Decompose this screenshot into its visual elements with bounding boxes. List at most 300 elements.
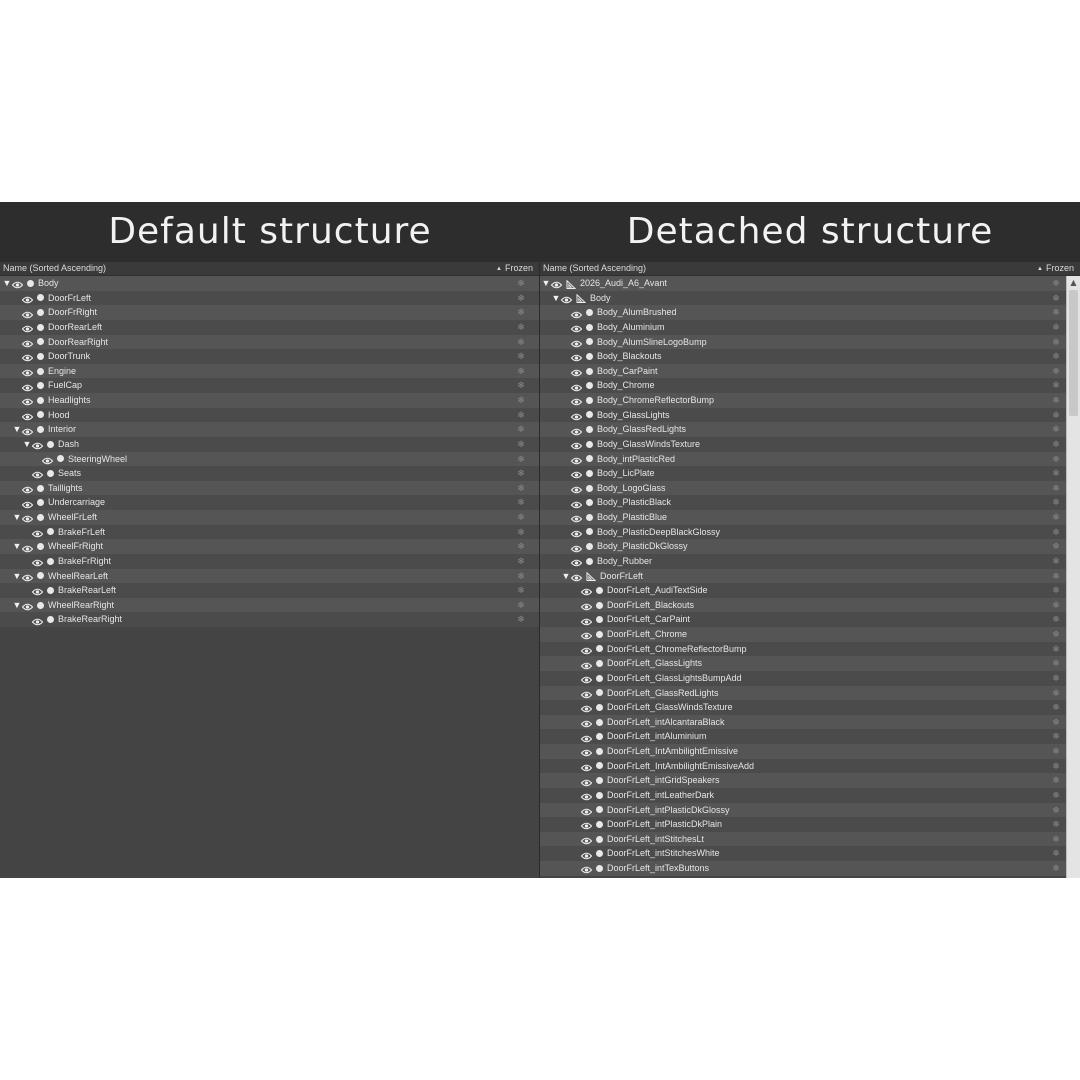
tree-row[interactable] [540, 393, 1080, 408]
tree-item-label: DoorFrLeft_intStitchesLt [607, 833, 705, 844]
dot-icon[interactable] [586, 426, 593, 433]
tree-item-label: Seats [58, 468, 82, 479]
eye-icon[interactable] [32, 616, 43, 624]
eye-icon[interactable] [571, 499, 582, 507]
dot-icon[interactable] [586, 309, 593, 316]
tree-item-label: DoorFrLeft_GlassWindsTexture [607, 702, 733, 713]
snowflake-icon[interactable]: ❄ [1052, 453, 1060, 464]
dot-icon[interactable] [586, 324, 593, 331]
tree-row[interactable] [0, 305, 539, 320]
dot-icon[interactable] [596, 806, 603, 813]
dot-icon[interactable] [586, 514, 593, 521]
eye-icon[interactable] [581, 777, 592, 785]
tree-item-label: DoorFrLeft [600, 570, 644, 581]
snowflake-icon[interactable]: ❄ [517, 292, 525, 303]
tree-item-label: Body_CarPaint [597, 365, 658, 376]
snowflake-icon[interactable]: ❄ [1052, 702, 1060, 713]
eye-icon[interactable] [571, 352, 582, 360]
tree-row[interactable] [540, 773, 1080, 788]
tree-item-label: Taillights [48, 482, 83, 493]
eye-icon[interactable] [12, 279, 23, 287]
tree-row[interactable] [540, 788, 1080, 803]
eye-icon[interactable] [571, 396, 582, 404]
snowflake-icon[interactable]: ❄ [517, 395, 525, 405]
eye-icon[interactable] [571, 323, 582, 331]
expand-triangle-icon[interactable]: ▼ [12, 541, 22, 552]
detached-structure-heading: Detached structure [626, 211, 994, 252]
eye-icon[interactable] [571, 557, 582, 565]
dot-icon[interactable] [596, 616, 603, 623]
tree-row[interactable] [0, 598, 539, 613]
tree-item-label: Body_GlassWindsTexture [597, 438, 701, 449]
snowflake-icon[interactable]: ❄ [517, 555, 525, 566]
tree-row[interactable] [540, 466, 1080, 481]
dot-icon[interactable] [596, 865, 603, 872]
snowflake-icon[interactable]: ❄ [517, 351, 525, 362]
eye-icon[interactable] [22, 294, 33, 302]
eye-icon[interactable] [581, 850, 592, 858]
snowflake-icon[interactable]: ❄ [1052, 658, 1060, 669]
eye-icon[interactable] [581, 586, 592, 594]
eye-icon[interactable] [22, 543, 33, 551]
dot-icon[interactable] [596, 733, 603, 740]
tree-row[interactable] [0, 583, 539, 598]
tree-row[interactable] [540, 510, 1080, 525]
snowflake-icon[interactable]: ❄ [1052, 819, 1060, 830]
dot-icon[interactable] [57, 455, 64, 462]
tree-item-label: Body_Chrome [597, 380, 655, 391]
snowflake-icon[interactable]: ❄ [1052, 365, 1060, 376]
eye-icon[interactable] [581, 806, 592, 814]
eye-icon[interactable] [581, 864, 592, 872]
tree-item-label: BrakeFrLeft [58, 526, 106, 537]
snowflake-icon[interactable]: ❄ [1052, 438, 1060, 449]
tree-row[interactable] [540, 378, 1080, 393]
tree-item-label: Body_PlasticDeepBlackGlossy [597, 526, 721, 537]
tree-row[interactable] [540, 759, 1080, 774]
tree-item-label: Body_Aluminium [597, 321, 665, 332]
tree-row[interactable] [540, 539, 1080, 554]
snowflake-icon[interactable]: ❄ [517, 336, 525, 347]
eye-icon[interactable] [581, 630, 592, 638]
snowflake-icon[interactable]: ❄ [517, 614, 525, 625]
eye-icon[interactable] [22, 411, 33, 419]
dot-icon[interactable] [37, 368, 44, 375]
dot-icon[interactable] [37, 514, 44, 521]
dot-icon[interactable] [47, 558, 54, 565]
column-header[interactable] [540, 262, 1080, 276]
eye-icon[interactable] [571, 484, 582, 492]
tree-row[interactable] [540, 569, 1080, 584]
snowflake-icon[interactable]: ❄ [517, 424, 525, 435]
snowflake-icon[interactable]: ❄ [517, 570, 525, 581]
tree-row[interactable] [540, 861, 1080, 876]
snowflake-icon[interactable]: ❄ [1052, 512, 1060, 522]
tree-row[interactable] [0, 569, 539, 584]
dot-icon[interactable] [586, 382, 593, 389]
snowflake-icon[interactable]: ❄ [1052, 687, 1060, 698]
eye-icon[interactable] [32, 469, 43, 477]
snowflake-icon[interactable]: ❄ [517, 380, 525, 391]
tree-row[interactable] [0, 378, 539, 393]
snowflake-icon[interactable]: ❄ [517, 497, 525, 508]
tree-row[interactable] [540, 656, 1080, 671]
snowflake-icon[interactable]: ❄ [517, 307, 525, 318]
eye-icon[interactable] [581, 703, 592, 711]
expand-triangle-icon[interactable]: ▼ [541, 278, 551, 288]
eye-icon[interactable] [22, 513, 33, 521]
eye-icon[interactable] [561, 294, 572, 302]
tree-row[interactable] [0, 393, 539, 408]
scroll-up-arrow-icon[interactable]: ▲ [1070, 278, 1077, 287]
snowflake-icon[interactable]: ❄ [1052, 848, 1060, 859]
tree-row[interactable] [0, 510, 539, 525]
snowflake-icon[interactable]: ❄ [1052, 482, 1060, 493]
tree-row[interactable] [540, 452, 1080, 467]
dot-icon[interactable] [586, 485, 593, 492]
snowflake-icon[interactable]: ❄ [1052, 643, 1060, 654]
eye-icon[interactable] [581, 660, 592, 668]
snowflake-icon[interactable]: ❄ [517, 512, 525, 522]
dot-icon[interactable] [596, 748, 603, 755]
snowflake-icon[interactable]: ❄ [517, 482, 525, 493]
eye-icon[interactable] [571, 338, 582, 346]
eye-icon[interactable] [581, 689, 592, 697]
eye-icon[interactable] [571, 426, 582, 434]
eye-icon[interactable] [581, 835, 592, 843]
eye-icon[interactable] [571, 469, 582, 477]
dot-icon[interactable] [586, 411, 593, 418]
dot-icon[interactable] [596, 689, 603, 696]
eye-icon[interactable] [571, 528, 582, 536]
dot-icon[interactable] [596, 777, 603, 784]
tree-item-label: BrakeRearRight [58, 614, 123, 625]
tree-row[interactable] [0, 452, 539, 467]
snowflake-icon[interactable]: ❄ [517, 438, 525, 449]
snowflake-icon[interactable]: ❄ [1052, 380, 1060, 391]
tree-row[interactable] [540, 305, 1080, 320]
snowflake-icon[interactable]: ❄ [517, 585, 525, 596]
tree-item-label: Body_PlasticBlack [597, 497, 672, 508]
eye-icon[interactable] [42, 455, 53, 463]
snowflake-icon[interactable]: ❄ [1052, 468, 1060, 479]
eye-icon[interactable] [571, 513, 582, 521]
dot-icon[interactable] [586, 338, 593, 345]
eye-icon[interactable] [581, 718, 592, 726]
eye-icon[interactable] [581, 674, 592, 682]
tree-row[interactable] [0, 495, 539, 510]
tree-row[interactable] [540, 686, 1080, 701]
dot-icon[interactable] [47, 441, 54, 448]
tree-row[interactable] [540, 744, 1080, 759]
dot-icon[interactable] [586, 368, 593, 375]
tree-row[interactable] [540, 729, 1080, 744]
tree-item-label: DoorRearLeft [48, 321, 103, 332]
tree-item-label: Engine [48, 365, 77, 376]
dot-icon[interactable] [37, 485, 44, 492]
eye-icon[interactable] [22, 396, 33, 404]
snowflake-icon[interactable]: ❄ [1052, 746, 1060, 756]
dot-icon[interactable] [596, 762, 603, 769]
snowflake-icon[interactable]: ❄ [1052, 526, 1060, 537]
snowflake-icon[interactable]: ❄ [1052, 541, 1060, 552]
dot-icon[interactable] [37, 397, 44, 404]
dot-icon[interactable] [596, 587, 603, 594]
tree-row[interactable] [540, 408, 1080, 423]
eye-icon[interactable] [551, 279, 562, 287]
snowflake-icon[interactable]: ❄ [1052, 716, 1060, 727]
dot-icon[interactable] [586, 353, 593, 360]
snowflake-icon[interactable]: ❄ [517, 453, 525, 464]
eye-icon[interactable] [571, 367, 582, 375]
tree-row[interactable] [0, 525, 539, 540]
tree-item-label: FuelCap [48, 380, 83, 391]
dot-icon[interactable] [47, 470, 54, 477]
snowflake-icon[interactable]: ❄ [1052, 336, 1060, 347]
eye-icon[interactable] [581, 616, 592, 624]
dot-icon[interactable] [596, 821, 603, 828]
snowflake-icon[interactable]: ❄ [1052, 629, 1060, 639]
eye-icon[interactable] [22, 367, 33, 375]
tree-row[interactable] [0, 481, 539, 496]
eye-icon[interactable] [571, 411, 582, 419]
eye-icon[interactable] [32, 528, 43, 536]
tree-row[interactable] [0, 291, 539, 306]
eye-icon[interactable] [22, 601, 33, 609]
tree-row[interactable] [0, 466, 539, 481]
snowflake-icon[interactable]: ❄ [517, 409, 525, 420]
scrollbar-thumb[interactable] [1069, 290, 1078, 416]
eye-icon[interactable] [32, 557, 43, 565]
column-header[interactable] [0, 262, 539, 276]
dot-icon[interactable] [586, 543, 593, 550]
dot-icon[interactable] [37, 572, 44, 579]
dot-icon[interactable] [596, 836, 603, 843]
triangle-ruler-icon [576, 293, 586, 302]
tree-row[interactable] [540, 642, 1080, 657]
snowflake-icon[interactable]: ❄ [517, 278, 525, 288]
dot-icon[interactable] [47, 616, 54, 623]
snowflake-icon[interactable]: ❄ [517, 365, 525, 376]
snowflake-icon[interactable]: ❄ [1052, 863, 1060, 873]
eye-icon[interactable] [22, 426, 33, 434]
eye-icon[interactable] [581, 762, 592, 770]
tree-row[interactable] [540, 846, 1080, 861]
tree-row[interactable] [0, 422, 539, 437]
dot-icon[interactable] [47, 528, 54, 535]
dot-icon[interactable] [37, 382, 44, 389]
name-column-header[interactable]: Name (Sorted Ascending) [543, 263, 647, 273]
vertical-scrollbar[interactable] [1066, 276, 1080, 878]
eye-icon[interactable] [571, 382, 582, 390]
tree-row[interactable] [540, 832, 1080, 847]
snowflake-icon[interactable]: ❄ [1052, 775, 1060, 786]
dot-icon[interactable] [37, 338, 44, 345]
snowflake-icon[interactable]: ❄ [1052, 789, 1060, 800]
tree-row[interactable] [540, 671, 1080, 686]
snowflake-icon[interactable]: ❄ [517, 321, 525, 332]
dot-icon[interactable] [37, 411, 44, 418]
snowflake-icon[interactable]: ❄ [1052, 833, 1060, 844]
snowflake-icon[interactable]: ❄ [1052, 321, 1060, 332]
tree-row[interactable] [0, 335, 539, 350]
dot-icon[interactable] [596, 850, 603, 857]
snowflake-icon[interactable]: ❄ [1052, 395, 1060, 405]
tree-row[interactable] [540, 715, 1080, 730]
tree-row[interactable] [0, 276, 539, 291]
eye-icon[interactable] [571, 455, 582, 463]
expand-triangle-icon[interactable]: ▼ [22, 438, 32, 449]
snowflake-icon[interactable]: ❄ [1052, 760, 1060, 771]
snowflake-icon[interactable]: ❄ [1052, 278, 1060, 288]
dot-icon[interactable] [596, 675, 603, 682]
dot-icon[interactable] [596, 660, 603, 667]
dot-icon[interactable] [586, 528, 593, 535]
expand-triangle-icon[interactable]: ▼ [12, 512, 22, 522]
tree-row[interactable] [540, 817, 1080, 832]
eye-icon[interactable] [571, 309, 582, 317]
expand-triangle-icon[interactable]: ▼ [561, 570, 571, 581]
snowflake-icon[interactable]: ❄ [1052, 555, 1060, 566]
dot-icon[interactable] [37, 353, 44, 360]
tree-row[interactable] [540, 525, 1080, 540]
snowflake-icon[interactable]: ❄ [1052, 731, 1060, 742]
eye-icon[interactable] [22, 352, 33, 360]
tree-row[interactable] [540, 627, 1080, 642]
tree-row[interactable] [540, 422, 1080, 437]
tree-item-label: DoorFrRight [48, 307, 98, 318]
tree-row[interactable] [540, 291, 1080, 306]
tree-row[interactable] [540, 598, 1080, 613]
tree-row[interactable] [540, 583, 1080, 598]
snowflake-icon[interactable]: ❄ [517, 599, 525, 610]
dot-icon[interactable] [47, 587, 54, 594]
tree-row[interactable] [0, 437, 539, 452]
tree-row[interactable] [0, 320, 539, 335]
dot-icon[interactable] [37, 543, 44, 550]
eye-icon[interactable] [571, 543, 582, 551]
eye-icon[interactable] [571, 440, 582, 448]
tree-item-label: Headlights [48, 395, 91, 405]
tree-row[interactable] [540, 437, 1080, 452]
expand-triangle-icon[interactable]: ▼ [2, 278, 12, 288]
dot-icon[interactable] [37, 309, 44, 316]
snowflake-icon[interactable]: ❄ [517, 541, 525, 552]
snowflake-icon[interactable]: ❄ [1052, 599, 1060, 610]
name-column-header[interactable]: Name (Sorted Ascending) [3, 263, 107, 273]
frozen-column-header[interactable]: ▲ Frozen [1037, 263, 1074, 273]
eye-icon[interactable] [581, 791, 592, 799]
frozen-column-header[interactable]: ▲ Frozen [496, 263, 533, 273]
dot-icon[interactable] [27, 280, 34, 287]
dot-icon[interactable] [37, 294, 44, 301]
eye-icon[interactable] [32, 440, 43, 448]
eye-icon[interactable] [581, 645, 592, 653]
snowflake-icon[interactable]: ❄ [1052, 614, 1060, 625]
dot-icon[interactable] [586, 455, 593, 462]
tree-row[interactable] [540, 700, 1080, 715]
snowflake-icon[interactable]: ❄ [517, 526, 525, 537]
eye-icon[interactable] [581, 601, 592, 609]
snowflake-icon[interactable]: ❄ [1052, 672, 1060, 683]
snowflake-icon[interactable]: ❄ [1052, 497, 1060, 508]
snowflake-icon[interactable]: ❄ [1052, 292, 1060, 303]
snowflake-icon[interactable]: ❄ [1052, 409, 1060, 420]
dot-icon[interactable] [586, 397, 593, 404]
eye-icon[interactable] [22, 309, 33, 317]
tree-row[interactable] [0, 612, 539, 627]
snowflake-icon[interactable]: ❄ [1052, 804, 1060, 815]
dot-icon[interactable] [586, 499, 593, 506]
tree-item-label: DoorFrLeft_intGridSpeakers [607, 775, 720, 786]
default-outliner-panel [0, 262, 540, 878]
snowflake-icon[interactable]: ❄ [1052, 570, 1060, 581]
dot-icon[interactable] [37, 602, 44, 609]
eye-icon[interactable] [22, 484, 33, 492]
tree-row[interactable] [540, 276, 1080, 291]
tree-row[interactable] [540, 335, 1080, 350]
tree-row[interactable] [0, 349, 539, 364]
tree-row[interactable] [540, 320, 1080, 335]
eye-icon[interactable] [22, 323, 33, 331]
tree-row[interactable] [540, 364, 1080, 379]
eye-icon[interactable] [581, 733, 592, 741]
eye-icon[interactable] [22, 572, 33, 580]
tree-row[interactable] [540, 612, 1080, 627]
expand-triangle-icon[interactable]: ▼ [12, 570, 22, 581]
dot-icon[interactable] [596, 719, 603, 726]
tree-row[interactable] [540, 495, 1080, 510]
dot-icon[interactable] [596, 704, 603, 711]
expand-triangle-icon[interactable]: ▼ [551, 292, 561, 303]
tree-item-label: DoorFrLeft_AudiTextSide [607, 585, 708, 596]
snowflake-icon[interactable]: ❄ [1052, 424, 1060, 435]
dot-icon[interactable] [596, 645, 603, 652]
dot-icon[interactable] [596, 631, 603, 638]
eye-icon[interactable] [581, 747, 592, 755]
tree-row[interactable] [0, 364, 539, 379]
eye-icon[interactable] [22, 338, 33, 346]
eye-icon[interactable] [571, 572, 582, 580]
eye-icon[interactable] [22, 382, 33, 390]
eye-icon[interactable] [581, 820, 592, 828]
snowflake-icon[interactable]: ❄ [1052, 307, 1060, 318]
tree-row[interactable] [540, 803, 1080, 818]
eye-icon[interactable] [32, 586, 43, 594]
tree-row[interactable] [0, 408, 539, 423]
expand-triangle-icon[interactable]: ▼ [12, 599, 22, 610]
dot-icon[interactable] [596, 602, 603, 609]
tree-row[interactable] [0, 539, 539, 554]
snowflake-icon[interactable]: ❄ [1052, 585, 1060, 596]
dot-icon[interactable] [586, 558, 593, 565]
dot-icon[interactable] [37, 499, 44, 506]
snowflake-icon[interactable]: ❄ [1052, 351, 1060, 362]
eye-icon[interactable] [22, 499, 33, 507]
dot-icon[interactable] [596, 792, 603, 799]
snowflake-icon[interactable]: ❄ [517, 468, 525, 479]
dot-icon[interactable] [37, 324, 44, 331]
dot-icon[interactable] [586, 441, 593, 448]
tree-row[interactable] [540, 481, 1080, 496]
dot-icon[interactable] [586, 470, 593, 477]
dot-icon[interactable] [37, 426, 44, 433]
tree-row[interactable] [540, 554, 1080, 569]
tree-row[interactable] [540, 349, 1080, 364]
default-structure-heading: Default structure [108, 211, 432, 252]
expand-triangle-icon[interactable]: ▼ [12, 424, 22, 435]
tree-row[interactable] [0, 554, 539, 569]
